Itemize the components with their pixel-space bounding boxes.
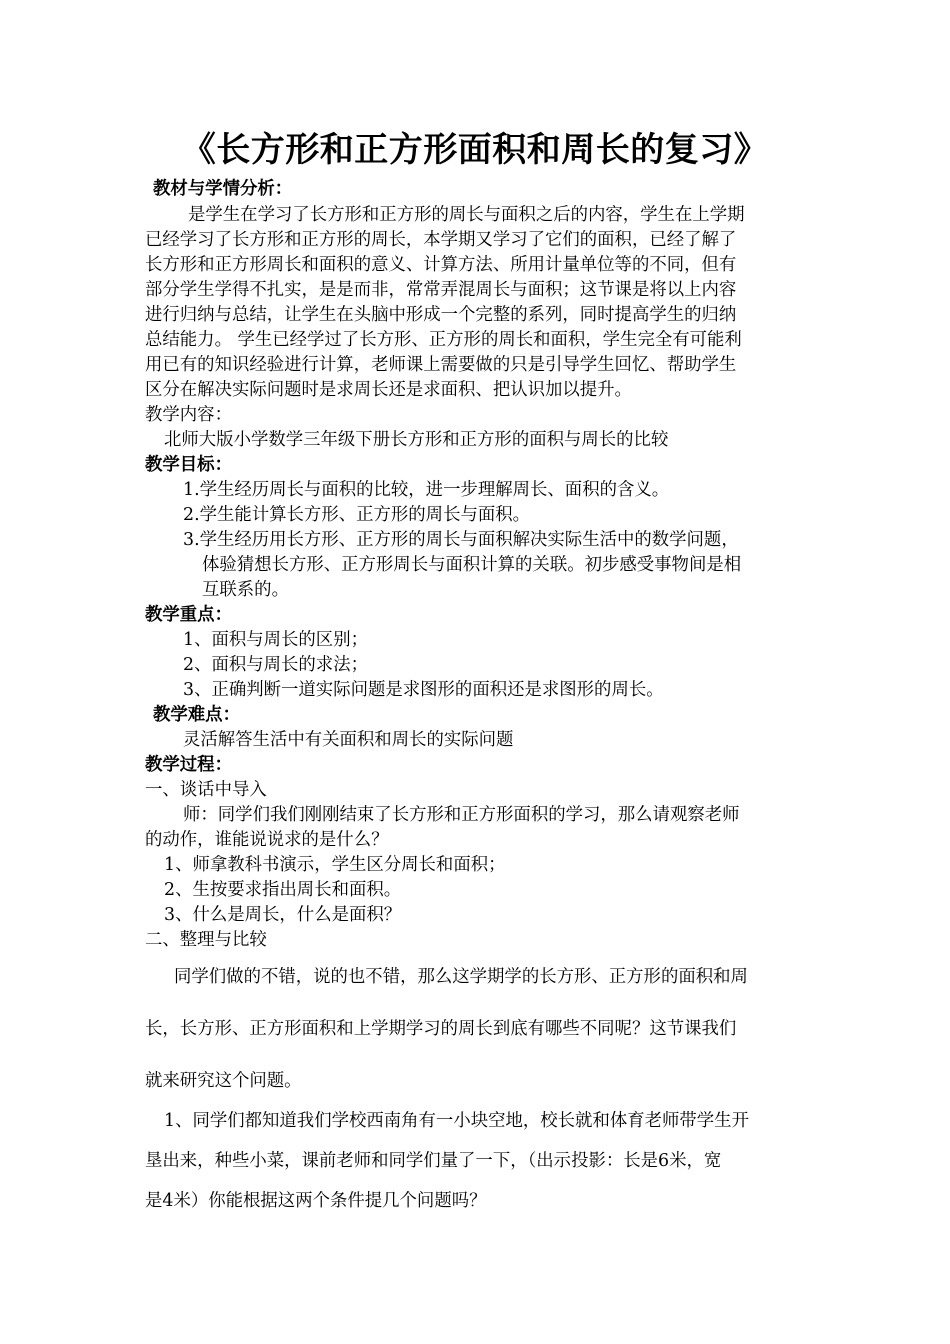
key-points-heading: 教学重点：: [145, 605, 232, 625]
goal-item-continued: 体验猜想长方形、正方形周长与面积计算的关联。初步感受事物间是相: [202, 555, 742, 575]
section-heading: 一、谈话中导入: [145, 780, 267, 800]
analysis-line: 用已有的知识经验进行计算，老师课上需要做的只是引导学生回忆、帮助学生: [145, 355, 737, 375]
analysis-line: 已经学习了长方形和正方形的周长，本学期又学习了它们的面积，已经了解了: [145, 230, 737, 250]
analysis-line: 总结能力。 学生已经学过了长方形、正方形的周长和面积，学生完全有可能利: [145, 330, 742, 350]
key-point-item: 2、面积与周长的求法；: [183, 655, 368, 675]
intro-step: 1、师拿教科书演示，学生区分周长和面积；: [164, 855, 506, 875]
section-heading: 二、整理与比较: [145, 930, 267, 950]
content-heading: 教学内容：: [145, 405, 232, 425]
key-point-item: 3、正确判断一道实际问题是求图形的面积还是求图形的周长。: [183, 680, 664, 700]
document-title: 《长方形和正方形面积和周长的复习》: [181, 130, 769, 170]
difficulty-text: 灵活解答生活中有关面积和周长的实际问题: [183, 730, 514, 750]
problem-line: 垦出来，种些小菜，课前老师和同学们量了一下，（出示投影：长是6米，宽: [145, 1151, 722, 1171]
goal-item: 3.学生经历用长方形、正方形的周长与面积解决实际生活中的数学问题，: [183, 530, 739, 550]
problem-line: 是4米）你能根据这两个条件提几个问题吗？: [145, 1191, 487, 1211]
goal-item-continued: 互联系的。: [202, 580, 289, 600]
teacher-line: 的动作，谁能说说求的是什么？: [145, 830, 389, 850]
difficulty-heading: 教学难点：: [153, 705, 240, 725]
goal-item: 1.学生经历周长与面积的比较，进一步理解周长、面积的含义。: [183, 480, 670, 500]
goals-heading: 教学目标：: [145, 455, 232, 475]
analysis-line: 区分在解决实际问题时是求周长还是求面积、把认识加以提升。: [145, 380, 632, 400]
compare-line: 长，长方形、正方形面积和上学期学习的周长到底有哪些不同呢？这节课我们: [145, 1019, 737, 1039]
intro-step: 3、什么是周长，什么是面积？: [164, 905, 402, 925]
analysis-line: 进行归纳与总结，让学生在头脑中形成一个完整的系列，同时提高学生的归纳: [145, 305, 737, 325]
compare-line: 同学们做的不错，说的也不错，那么这学期学的长方形、正方形的面积和周: [174, 967, 748, 987]
analysis-heading: 教材与学情分析：: [153, 179, 293, 199]
goal-item: 2.学生能计算长方形、正方形的周长与面积。: [183, 505, 531, 525]
analysis-line: 是学生在学习了长方形和正方形的周长与面积之后的内容，学生在上学期: [188, 205, 745, 225]
intro-step: 2、生按要求指出周长和面积。: [164, 880, 402, 900]
key-point-item: 1、面积与周长的区别；: [183, 630, 368, 650]
compare-line: 就来研究这个问题。: [145, 1071, 302, 1091]
content-text: 北师大版小学数学三年级下册长方形和正方形的面积与周长的比较: [164, 430, 669, 450]
analysis-line: 部分学生学得不扎实，是是而非，常常弄混周长与面积；这节课是将以上内容: [145, 280, 737, 300]
problem-line: 1、同学们都知道我们学校西南角有一小块空地，校长就和体育老师带学生开: [164, 1111, 749, 1131]
analysis-line: 长方形和正方形周长和面积的意义、计算方法、所用计量单位等的不同，但有: [145, 255, 737, 275]
teacher-line: 师：同学们我们刚刚结束了长方形和正方形面积的学习，那么请观察老师: [183, 805, 740, 825]
process-heading: 教学过程：: [145, 755, 232, 775]
